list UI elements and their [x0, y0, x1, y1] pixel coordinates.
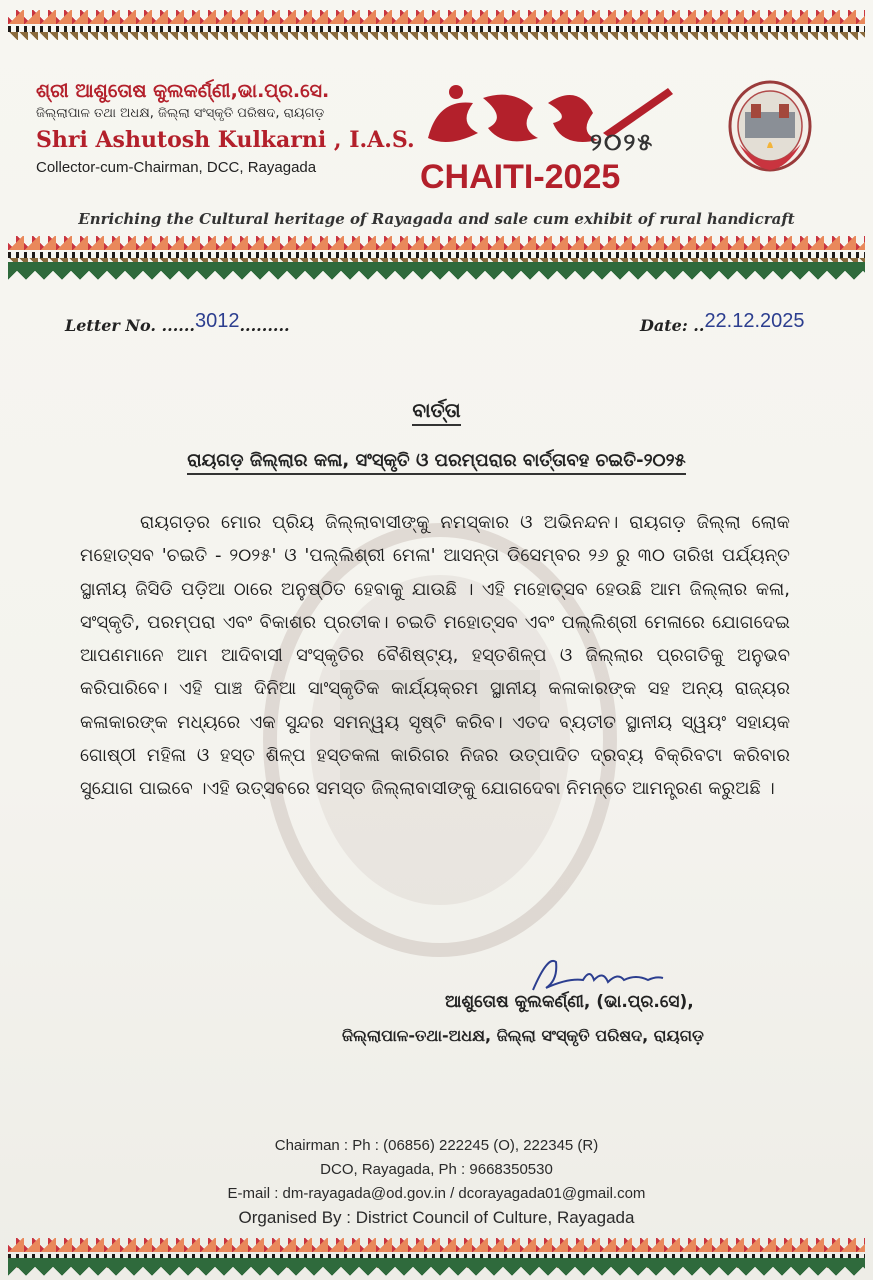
- signatory-name: ଆଶୁତୋଷ କୁଲକର୍ଣ୍ଣୀ, (ଭା.ପ୍ର.ସେ),: [445, 992, 694, 1012]
- message-subheading: ରାୟଗଡ଼ ଜିଲ୍ଲାର କଳା, ସଂସ୍କୃତି ଓ ପରମ୍ପରାର ବାର୍ତ୍ତାବହ ଚଇତି-୨୦୨୫: [0, 450, 873, 471]
- green-border-top: [8, 262, 865, 280]
- chairman-phone: Chairman : Ph : (06856) 222245 (O), 222345 (R): [274, 1137, 599, 1154]
- green-border-bottom: [8, 1258, 865, 1276]
- message-paragraph: ରାୟଗଡ଼ର ମୋର ପ୍ରିୟ ଜିଲ୍ଲାବାସୀଙ୍କୁ ନମସ୍କାର ଓ ଅଭିନନ୍ଦନ। ରାୟଗଡ଼ ଜିଲ୍ଲା ଲୋକ ମହୋତ୍ସବ 'ଚଇତି - ୨୦୨୫' ଓ 'ପଲ୍ଲିଶ୍ରୀ ମେଳା' ଆସନ୍ତା ଡିସେମ୍ବର ୨୬ ରୁ ୩୦ ତାରିଖ ପର୍ଯ୍ୟନ୍ତ ସ୍ଥାନୀୟ ଜିସିଡି ପଡ଼ିଆ ଠାରେ ଅନୁଷ୍ଠିତ ହେବାକୁ ଯାଉଛି । ଏହି ମହୋତ୍ସବ ହେଉଛି ଆମ ଜିଲ୍ଲାର କଳା, ସଂସ୍କୃତି, ପରମ୍ପରା ଏବଂ ବିକାଶର ପ୍ରତୀକ। ଚଇତି ମହୋତ୍ସବ ଏବଂ ପଲ୍ଲିଶ୍ରୀ ମେଳାରେ ଯୋଗଦେଇ ଆପଣମାନେ ଆମ ଆଦିବାସୀ ସଂସ୍କୃତିର ବୈଶିଷ୍ଟ୍ୟ, ହସ୍ତଶିଳ୍ପ ଓ ଜିଲ୍ଲାର ପ୍ରଗତିକୁ ଅନୁଭବ କରିପାରିବେ। ଏହି ପାଞ୍ଚ ଦିନିଆ ସାଂସ୍କୃତିକ କାର୍ଯ୍ୟକ୍ରମ ସ୍ଥାନୀୟ କଳାକାରଙ୍କ ସହ ଅନ୍ୟ ରାଜ୍ୟର କଳାକାରଙ୍କ ମଧ୍ୟରେ ଏକ ସୁନ୍ଦର ସମନ୍ୱୟ ସୃଷ୍ଟି କରିବ। ଏତଦ ବ୍ୟତୀତ ସ୍ଥାନୀୟ ସ୍ୱୟଂ ସହାୟକ ଗୋଷ୍ଠୀ ମହିଳା ଓ ହସ୍ତ ଶିଳ୍ପ ହସ୍ତକଳା କାରିଗର ନିଜର ଉତ୍ପାଦିତ ଦ୍ରବ୍ୟ ବିକ୍ରିବଟା କରିବାର ସୁଯୋଗ ପାଇବେ ।ଏହି ଉତ୍ସବରେ ସମସ୍ତ ଜିଲ୍ଲାବାସୀଙ୍କୁ ଯୋଗଦେବା ନିମନ୍ତେ ଆମନ୍ତ୍ରଣ କରୁଅଛି ।: [80, 512, 790, 800]
- tribal-border-top: [8, 10, 865, 40]
- sender-name-odia: ଶ୍ରୀ ଆଶୁତୋଷ କୁଲକର୍ଣ୍ଣୀ,ଭା.ପ୍ର.ସେ.: [36, 80, 330, 102]
- logo-title: CHAITI-2025: [420, 158, 621, 196]
- signatory-designation: ଜିଲ୍ଲାପାଳ-ତଥା-ଅଧକ୍ଷ, ଜିଲ୍ଲା ସଂସ୍କୃତି ପରିଷଦ, ରାୟଗଡ଼: [342, 1026, 704, 1045]
- date-value: 22.12.2025: [704, 310, 805, 332]
- tagline: Enriching the Cultural heritage of Rayagada and sale cum exhibit of rural handicraft: [78, 210, 795, 228]
- sender-block: [36, 80, 436, 176]
- letter-number: Letter No. ......3012.........: [65, 310, 290, 335]
- sender-name-english: Shri Ashutosh Kulkarni , I.A.S.: [36, 127, 415, 153]
- logo-year-odia: ୨୦୨୫: [590, 128, 655, 156]
- letter-date: Date: ..22.12.2025: [640, 310, 805, 335]
- organised-by: Organised By : District Council of Culture, Rayagada: [238, 1208, 635, 1227]
- date-label: Date:: [640, 316, 694, 335]
- dco-phone: DCO, Rayagada, Ph : 9668350530: [320, 1161, 553, 1178]
- sender-designation-odia: ଜିଲ୍ଲାପାଳ ତଥା ଅଧକ୍ଷ, ଜିଲ୍ଲା ସଂସ୍କୃତି ପରିଷଦ, ରାୟଗଡ଼: [36, 106, 325, 121]
- letter-no-value: 3012: [194, 310, 240, 332]
- sender-designation-english: Collector-cum-Chairman, DCC, Rayagada: [36, 159, 317, 176]
- message-heading: ବାର୍ତ୍ତା: [0, 398, 873, 422]
- contact-footer: [0, 1134, 873, 1230]
- district-culture-seal-icon: [727, 78, 813, 186]
- letter-reference-row: [65, 310, 843, 340]
- letter-no-label: Letter No.: [65, 316, 162, 335]
- email-line: E-mail : dm-rayagada@od.gov.in / dcorayagada01@gmail.com: [227, 1185, 646, 1202]
